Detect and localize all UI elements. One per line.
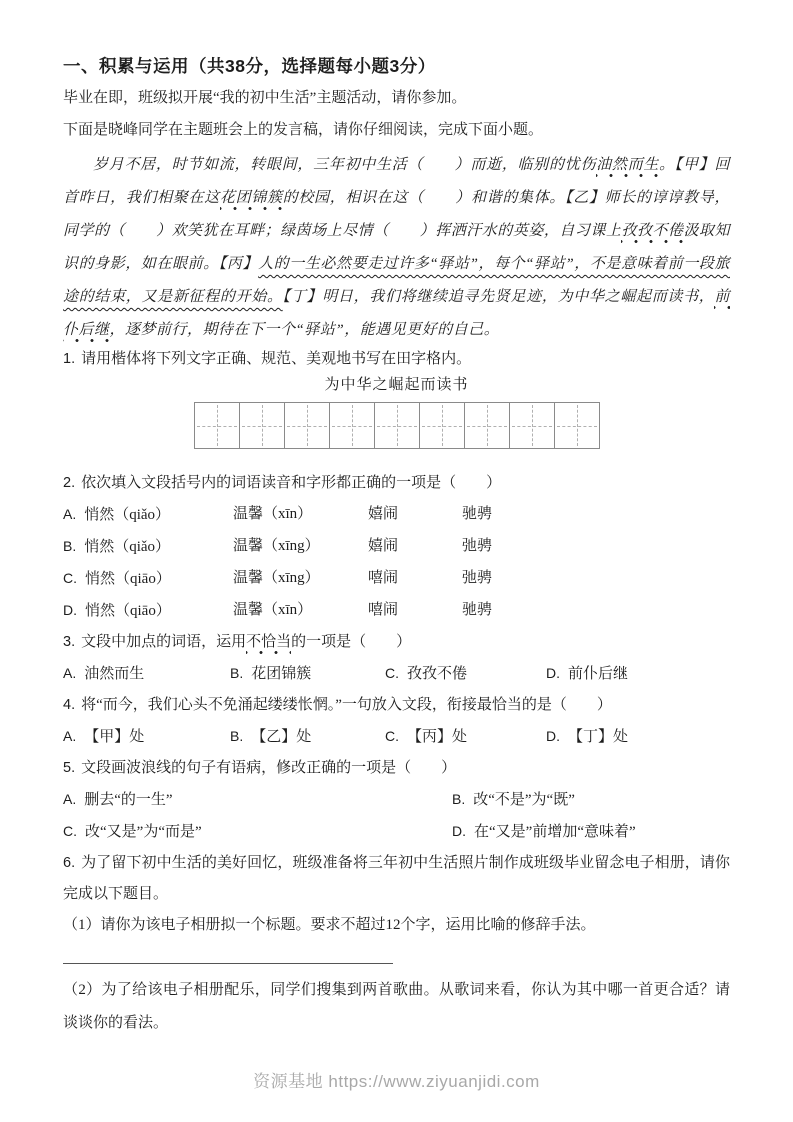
tianzige-cell — [374, 402, 420, 449]
option-a-label: A. — [63, 665, 77, 681]
question-5 — [63, 753, 730, 848]
option-b-word1: 悄然（qiǎo） — [84, 539, 171, 555]
option-b — [230, 721, 385, 753]
option-a-label: A. — [63, 791, 77, 807]
option-b-label: B. — [452, 791, 466, 807]
question-3-text-after: 的一项是（ ） — [291, 634, 412, 650]
question-1-text: 请用楷体将下列文字正确、规范、美观地书写在田字格内。 — [81, 351, 472, 367]
option-b — [63, 531, 233, 563]
option-d — [546, 721, 730, 753]
question-5-options-row-2 — [63, 816, 730, 848]
option-a — [63, 721, 230, 753]
question-5-number: 5. — [63, 760, 76, 776]
option-b-word2: 温馨（xīng） — [233, 538, 320, 554]
question-6-sub1 — [63, 910, 730, 941]
emphasized-text: 花团锦簇 — [220, 190, 283, 211]
question-1-number: 1. — [63, 351, 76, 367]
question-6-sub2 — [63, 974, 730, 1040]
option-d — [63, 595, 233, 627]
option-d-label: D. — [63, 602, 77, 618]
option-b-label: B. — [63, 538, 77, 554]
question-4-options — [63, 721, 730, 753]
option-a-label: A. — [63, 728, 77, 744]
passage-text: 。【甲】回首昨日，我们相聚在这 — [63, 157, 730, 206]
question-2-text: 依次填入文段括号内的词语读音和字形都正确的一项是（ ） — [81, 475, 502, 491]
passage-text: 岁月不居，时节如流，转眼间，三年初中生活（ ）而逝，临别的忧伤 — [93, 157, 597, 173]
option-d — [452, 816, 730, 848]
question-5-text: 文段画波浪线的句子有语病，修改正确的一项是（ ） — [81, 760, 457, 776]
question-3 — [63, 627, 730, 690]
option-d-text: 前仆后继 — [568, 666, 629, 682]
tianzige-cell — [419, 402, 465, 449]
option-c-text: 孜孜不倦 — [407, 666, 468, 682]
option-c-text: 【丙】处 — [407, 729, 468, 745]
option-c-word3: 嘻闹 — [368, 570, 399, 586]
question-4-stem — [63, 690, 730, 721]
option-d-label: D. — [546, 665, 560, 681]
option-b-text: 改“不是”为“既” — [473, 792, 575, 808]
option-c — [385, 721, 546, 753]
option-b — [452, 784, 730, 816]
tianzige-cell — [554, 402, 600, 449]
tianzige-cell — [284, 402, 330, 449]
question-4 — [63, 690, 730, 753]
option-c-label: C. — [385, 728, 399, 744]
tianzige-cell — [239, 402, 285, 449]
option-b-text: 【乙】处 — [251, 729, 312, 745]
question-3-text-before: 文段中加点的词语，运用 — [81, 634, 247, 650]
answer-blank-line — [63, 941, 393, 964]
option-d-word1: 悄然（qiāo） — [85, 603, 171, 619]
option-b-label: B. — [230, 665, 244, 681]
calligraphy-phrase: 为中华之崛起而读书 — [324, 377, 469, 393]
option-d-label: D. — [546, 728, 560, 744]
option-a-text: 删去“的一生” — [84, 792, 173, 808]
option-a — [63, 784, 452, 816]
question-2-option-row-c — [63, 563, 730, 595]
option-a-text: 【甲】处 — [84, 729, 145, 745]
option-c — [63, 563, 233, 595]
section-title: 一、积累与运用（共38分，选择题每小题3分） — [63, 56, 436, 76]
option-b — [230, 658, 385, 690]
question-5-stem — [63, 753, 730, 784]
question-1-stem — [63, 347, 730, 371]
option-a-word3: 嬉闹 — [368, 506, 399, 522]
question-6-sub2-text: （2）为了给该电子相册配乐，同学们搜集到两首歌曲。从歌词来看，你认为其中哪一首更合适？请谈谈你的看法。 — [63, 982, 730, 1031]
option-c-label: C. — [63, 570, 77, 586]
option-a-label: A. — [63, 506, 77, 522]
question-6 — [63, 848, 730, 1040]
option-b-text: 花团锦簇 — [251, 666, 312, 682]
question-2 — [63, 468, 730, 627]
option-c-label: C. — [385, 665, 399, 681]
option-b-label: B. — [230, 728, 244, 744]
wavy-underlined-sentence: 人的一生必然要走过许多“驿站”，每个“驿站”，不是意味着前一段旅途的结束，又是新征程的开始。 — [63, 256, 730, 305]
footer-watermark: 资源基地 https://www.ziyuanjidi.com — [253, 1072, 540, 1091]
passage — [63, 149, 730, 347]
option-a-word2: 温馨（xīn） — [233, 506, 313, 522]
question-2-number: 2. — [63, 475, 76, 491]
option-a-word4: 驰骋 — [462, 506, 493, 522]
question-3-options — [63, 658, 730, 690]
passage-text: 的校园，相识在这（ ）和谐的集体。【乙】师长的谆谆教导，同学的（ ）欢笑犹在耳畔；绿茵场上尽情（ ）挥洒汗水的英姿，自习课上 — [63, 190, 730, 239]
option-c-word4: 弛骋 — [462, 570, 493, 586]
question-2-option-row-a — [63, 499, 730, 531]
option-d-word3: 嘻闹 — [368, 602, 399, 618]
passage-text: 汲取知识的身影，如在眼前。【丙】 — [63, 223, 730, 272]
question-2-option-row-b — [63, 531, 730, 563]
passage-text: 【丁】明日，我们将继续追寻先贤足迹，为中华之崛起而读书， — [282, 289, 715, 305]
tianzige-cell — [194, 402, 240, 449]
tianzige-grid — [194, 402, 600, 449]
question-6-stem — [63, 848, 730, 910]
option-a-text: 油然而生 — [84, 666, 145, 682]
tianzige-cell — [509, 402, 555, 449]
option-b-word4: 弛骋 — [462, 538, 493, 554]
question-4-number: 4. — [63, 697, 76, 713]
option-c — [63, 816, 452, 848]
option-d-label: D. — [452, 823, 466, 839]
passage-text: ，逐梦前行，期待在下一个“驿站”，能遇见更好的自己。 — [109, 322, 500, 338]
tianzige-cell — [329, 402, 375, 449]
option-d — [546, 658, 730, 690]
question-6-number: 6. — [63, 855, 76, 871]
option-c-word2: 温馨（xīng） — [233, 570, 320, 586]
emphasized-text: 油然而生 — [596, 157, 659, 178]
question-3-emphasized-word: 不恰当 — [246, 634, 291, 655]
intro-line-1: 毕业在即，班级拟开展“我的初中生活”主题活动，请你参加。 — [63, 90, 467, 106]
question-2-option-row-d — [63, 595, 730, 627]
option-b-word3: 嬉闹 — [368, 538, 399, 554]
question-6-sub1-text: （1）请你为该电子相册拟一个标题。要求不超过12个字，运用比喻的修辞手法。 — [63, 917, 596, 933]
option-c — [385, 658, 546, 690]
question-2-stem — [63, 468, 730, 499]
option-c-text: 改“又是”为“而是” — [85, 824, 202, 840]
option-c-word1: 悄然（qiāo） — [85, 571, 171, 587]
question-4-text: 将“而今，我们心头不免涌起缕缕怅惘。”一句放入文段，衔接最恰当的是（ ） — [81, 697, 612, 713]
option-d-text: 【丁】处 — [568, 729, 629, 745]
option-d-word4: 驰骋 — [462, 602, 493, 618]
tianzige-cell — [464, 402, 510, 449]
question-3-stem — [63, 627, 730, 658]
option-a-word1: 悄然（qiǎo） — [84, 507, 171, 523]
option-a — [63, 658, 230, 690]
question-3-number: 3. — [63, 634, 76, 650]
option-d-word2: 温馨（xīn） — [233, 602, 313, 618]
question-6-text: 为了留下初中生活的美好回忆，班级准备将三年初中生活照片制作成班级毕业留念电子相册，请你完成以下题目。 — [63, 855, 730, 902]
emphasized-text: 孜孜不倦 — [621, 223, 683, 244]
option-c-label: C. — [63, 823, 77, 839]
option-d-text: 在“又是”前增加“意味着” — [474, 824, 636, 840]
intro-line-2: 下面是晓峰同学在主题班会上的发言稿，请你仔细阅读，完成下面小题。 — [63, 122, 544, 138]
tianzige-grid-wrap — [63, 402, 730, 449]
question-5-options-row-1 — [63, 784, 730, 816]
emphasized-text: 前仆后继 — [63, 289, 730, 343]
option-a — [63, 499, 233, 531]
